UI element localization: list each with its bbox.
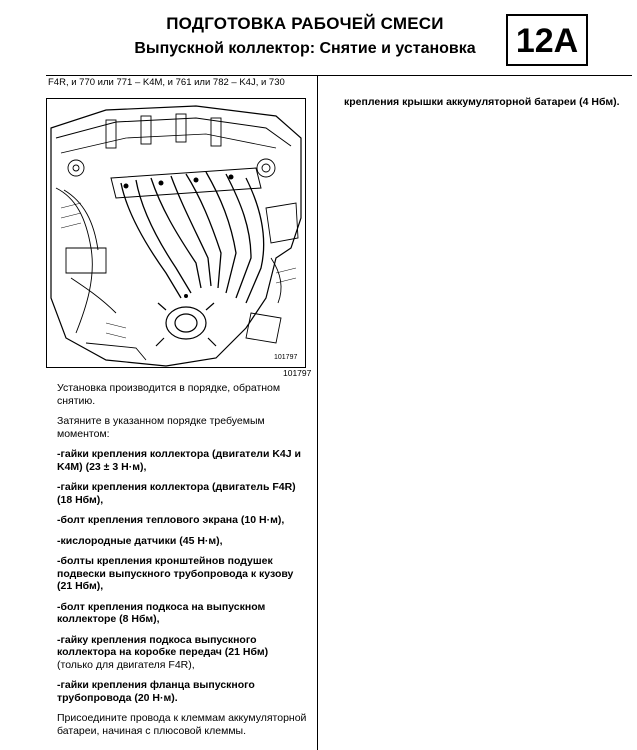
reassembly-intro: Установка производится в порядке, обратном снятию.: [57, 382, 281, 407]
torque-item: [57, 481, 307, 506]
list-dash: -: [57, 534, 61, 547]
list-dash: -: [57, 448, 61, 460]
torque-item-text: гайки крепления коллектора (двигатели K4J и K4M) (23 ± 3 Н·м),: [57, 448, 301, 473]
list-dash: -: [57, 633, 61, 646]
torque-item-text: болт крепления теплового экрана (10 Н·м),: [60, 514, 285, 526]
closing-instruction: Присоедините провода к клеммам аккумуляторной батареи, начиная с плюсовой клеммы.: [57, 712, 307, 737]
torque-item: [57, 634, 307, 672]
torque-item: [57, 535, 307, 548]
figure-caption-number: 101797: [283, 368, 312, 378]
torque-item: [57, 514, 307, 527]
engine-illustration: [46, 98, 306, 368]
torque-item-text: гайку крепления подкоса выпускного коллектора на коробке передач (21 Нбм): [57, 633, 269, 658]
column-divider: [317, 75, 318, 750]
page-title: ПОДГОТОВКА РАБОЧЕЙ СМЕСИ: [166, 14, 444, 33]
torque-item: [57, 601, 307, 626]
right-column-text: крепления крышки аккумуляторной батареи (4 Нбм).: [344, 96, 620, 108]
torque-item-text: гайки крепления коллектора (двигатель F4R) (18 Нбм),: [57, 481, 296, 506]
engine-applicability-bar: [46, 75, 632, 90]
list-dash: -: [57, 514, 61, 526]
torque-item-text: болты крепления кронштейнов подушек подвески выпускного трубопровода к кузову (21 Нбм),: [57, 555, 294, 592]
torque-item-text: гайки крепления фланца выпускного трубопровода (20 Н·м).: [57, 679, 255, 704]
torque-item-text: болт крепления подкоса на выпускном коллекторе (8 Нбм),: [57, 600, 266, 625]
figure-number-inside: 101797: [274, 354, 298, 361]
list-dash: -: [57, 679, 61, 691]
torque-item: [57, 679, 307, 704]
torque-item: [57, 555, 307, 593]
list-dash: -: [57, 600, 61, 613]
page-header: [46, 10, 632, 70]
exhaust-manifold-drawing: [46, 98, 306, 368]
torque-item: [57, 448, 307, 473]
torque-item-text: кислородные датчики (45 Н·м),: [60, 534, 223, 547]
engine-applicability: F4R, и 770 или 771 – K4M, и 761 или 782 – K4J, и 730: [48, 77, 285, 88]
torque-list: [57, 448, 307, 704]
section-badge: 12A: [506, 14, 588, 66]
torque-item-note: (только для двигателя F4R),: [57, 658, 195, 671]
list-dash: -: [57, 481, 61, 493]
torque-intro: Затяните в указанном порядке требуемым моментом:: [57, 415, 265, 440]
page-subtitle: Выпускной коллектор: Снятие и установка: [134, 40, 476, 57]
list-dash: -: [57, 555, 61, 567]
left-column-text: [57, 382, 307, 745]
